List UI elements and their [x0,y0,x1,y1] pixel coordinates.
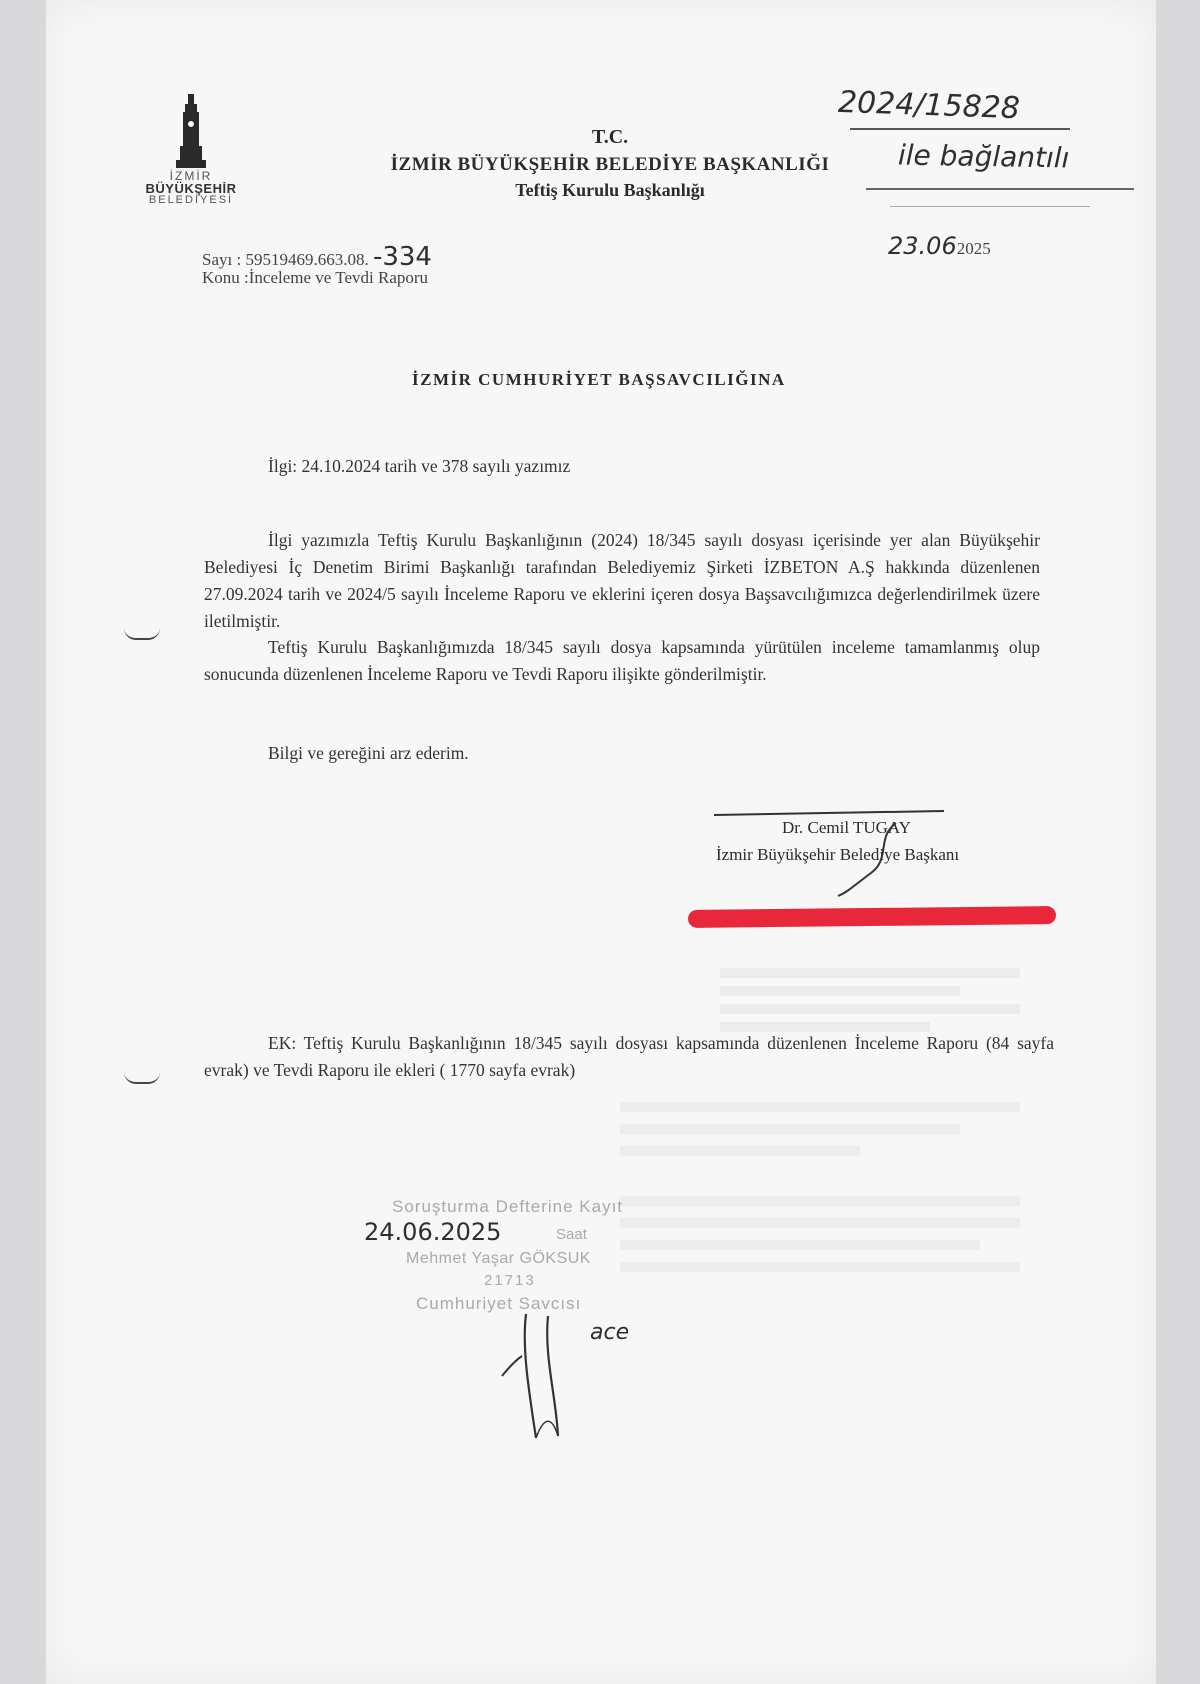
logo-text-buyuksehir: BÜYÜKŞEHİR [145,181,237,196]
prosecutor-signature-scribble [496,1306,596,1446]
recipient-title: İZMİR CUMHURİYET BAŞSAVCILIĞINA [412,370,786,389]
stamp-line-2: Saat [556,1226,587,1243]
stamp-handwritten-date: 24.06.2025 [364,1218,502,1246]
note-underline [866,188,1134,190]
handwritten-registry-number: 2024/15828 [837,84,1021,127]
closing-line: Bilgi ve gereğini arz ederim. [268,743,469,763]
municipality-logo [136,92,246,222]
handwritten-initials: ace [590,1320,630,1345]
bleed-through-text [720,960,1020,1040]
sayi-text: Sayı : 59519469.663.08. [202,250,369,269]
registry-underline [850,128,1070,130]
handwritten-date: 23.06 [888,232,957,260]
header-department: Teftiş Kurulu Başkanlığı [515,180,705,200]
header-institution: İZMİR BÜYÜKŞEHİR BELEDİYE BAŞKANLIĞI [390,154,830,175]
konu-line: Konu :İnceleme ve Tevdi Raporu [202,268,429,287]
body-paragraph-1: İlgi yazımızla Teftiş Kurulu Başkanlığının (2024) 18/345 sayılı dosyası içerisinde yer alan Büyükşehir Belediyesi İç Denetim Birimi Başkanlığı tarafından Belediyemiz Şirketi İZBETON A.Ş hakkında düzenlenen 27.09.2024 tarih ve 2024/5 sayılı İnceleme Raporu ve eklerini içeren dosya Başsavcılığımızca değerlendirilmek üzere iletilmiştir. [204,530,1040,631]
logo-text-izmir: İZMİR [169,169,213,183]
header-tc: T.C. [591,126,629,148]
signature-name: Dr. Cemil TUGAY [782,818,911,837]
attachment-note: EK: Teftiş Kurulu Başkanlığının 18/345 sayılı dosyası kapsamında düzenlenen İnceleme Raporu (84 sayfa evrak) ve Tevdi Raporu ile ekleri ( 1770 sayfa evrak) [204,1033,1054,1080]
logo-text-belediyesi: BELEDİYESİ [148,194,234,206]
clock-tower-icon [171,92,211,174]
handwritten-sayi-suffix: -334 [372,242,432,272]
reference-line: İlgi: 24.10.2024 tarih ve 378 sayılı yazımız [268,456,571,476]
red-highlight-mark [688,906,1056,928]
stamp-line-3: Mehmet Yaşar GÖKSUK [406,1250,591,1267]
handwritten-note: ile bağlantılı [897,138,1070,175]
note-underline-faint [890,206,1090,207]
date-year: 2025 [956,239,991,258]
stamp-line-1: Soruşturma Defterine Kayıt [392,1197,624,1216]
date-line [888,232,991,260]
body-paragraph-2: Teftiş Kurulu Başkanlığımızda 18/345 sayılı dosya kapsamında yürütülen inceleme tamamlanmış olup sonucunda düzenlenen İnceleme Raporu ve Tevdi Raporu ilişikte gönderilmiştir. [204,637,1040,684]
signature-title: İzmir Büyükşehir Belediye Başkanı [716,845,960,864]
bleed-through-text-2 [620,1090,1020,1284]
stamp-line-5: Cumhuriyet Savcısı [416,1294,582,1313]
stamp-line-4: 21713 [484,1272,536,1289]
